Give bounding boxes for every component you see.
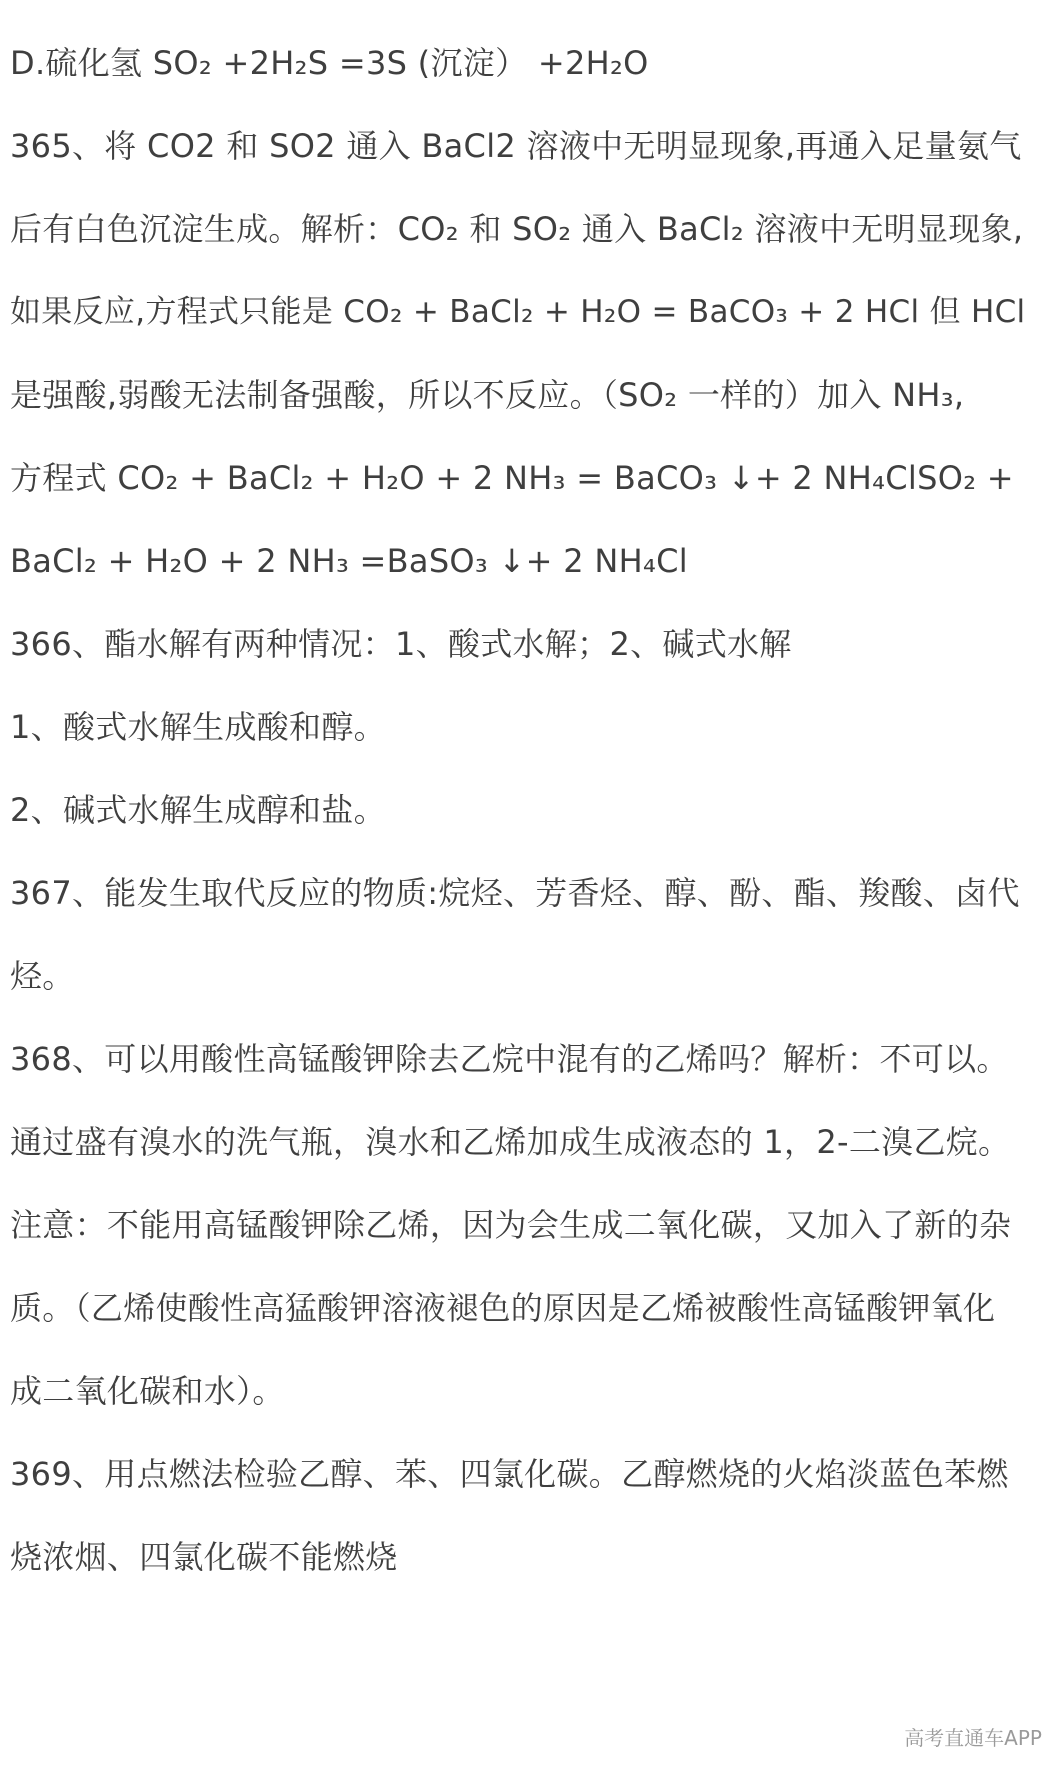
text-line: 367、能发生取代反应的物质:烷烃、芳香烃、醇、酚、酯、羧酸、卤代 [10, 874, 1020, 912]
text-line: 烃。 [10, 957, 75, 995]
text-line: 1、酸式水解生成酸和醇。 [10, 708, 386, 746]
watermark-label: 高考直通车APP [904, 1726, 1042, 1750]
text-line: 365、将 CO2 和 SO2 通入 BaCl2 溶液中无明显现象,再通入足量氨气 [10, 127, 1022, 165]
document-body [10, 22, 1050, 1599]
text-line: 方程式 CO₂ + BaCl₂ + H₂O + 2 NH₃ = BaCO₃ ↓+ 2 NH₄ClSO₂ + [10, 459, 1014, 497]
text-line: 通过盛有溴水的洗气瓶，溴水和乙烯加成生成液态的 1，2-二溴乙烷。 [10, 1123, 1011, 1161]
text-line: 烧浓烟、四氯化碳不能燃烧 [10, 1538, 398, 1576]
text-line: D.硫化氢 SO₂ +2H₂S =3S (沉淀） +2H₂O [10, 44, 649, 82]
text-line: 366、酯水解有两种情况：1、酸式水解；2、碱式水解 [10, 625, 792, 663]
text-line: 成二氧化碳和水）。 [10, 1372, 285, 1410]
text-line: 注意：不能用高锰酸钾除乙烯，因为会生成二氧化碳，又加入了新的杂 [10, 1206, 1012, 1244]
text-line: 368、可以用酸性高锰酸钾除去乙烷中混有的乙烯吗？解析：不可以。 [10, 1040, 1009, 1078]
text-line: 后有白色沉淀生成。解析：CO₂ 和 SO₂ 通入 BaCl₂ 溶液中无明显现象, [10, 210, 1024, 248]
text-line: 是强酸,弱酸无法制备强酸，所以不反应。（SO₂ 一样的）加入 NH₃, [10, 376, 965, 414]
text-line: 369、用点燃法检验乙醇、苯、四氯化碳。乙醇燃烧的火焰淡蓝色苯燃 [10, 1455, 1009, 1493]
text-line: 2、碱式水解生成醇和盐。 [10, 791, 386, 829]
text-line: BaCl₂ + H₂O + 2 NH₃ =BaSO₃ ↓+ 2 NH₄Cl [10, 542, 688, 580]
text-line: 质。（乙烯使酸性高猛酸钾溶液褪色的原因是乙烯被酸性高锰酸钾氧化 [10, 1289, 996, 1327]
text-line: 如果反应,方程式只能是 CO₂ + BaCl₂ + H₂O = BaCO₃ + 2 HCl 但 HCl [10, 294, 1026, 330]
